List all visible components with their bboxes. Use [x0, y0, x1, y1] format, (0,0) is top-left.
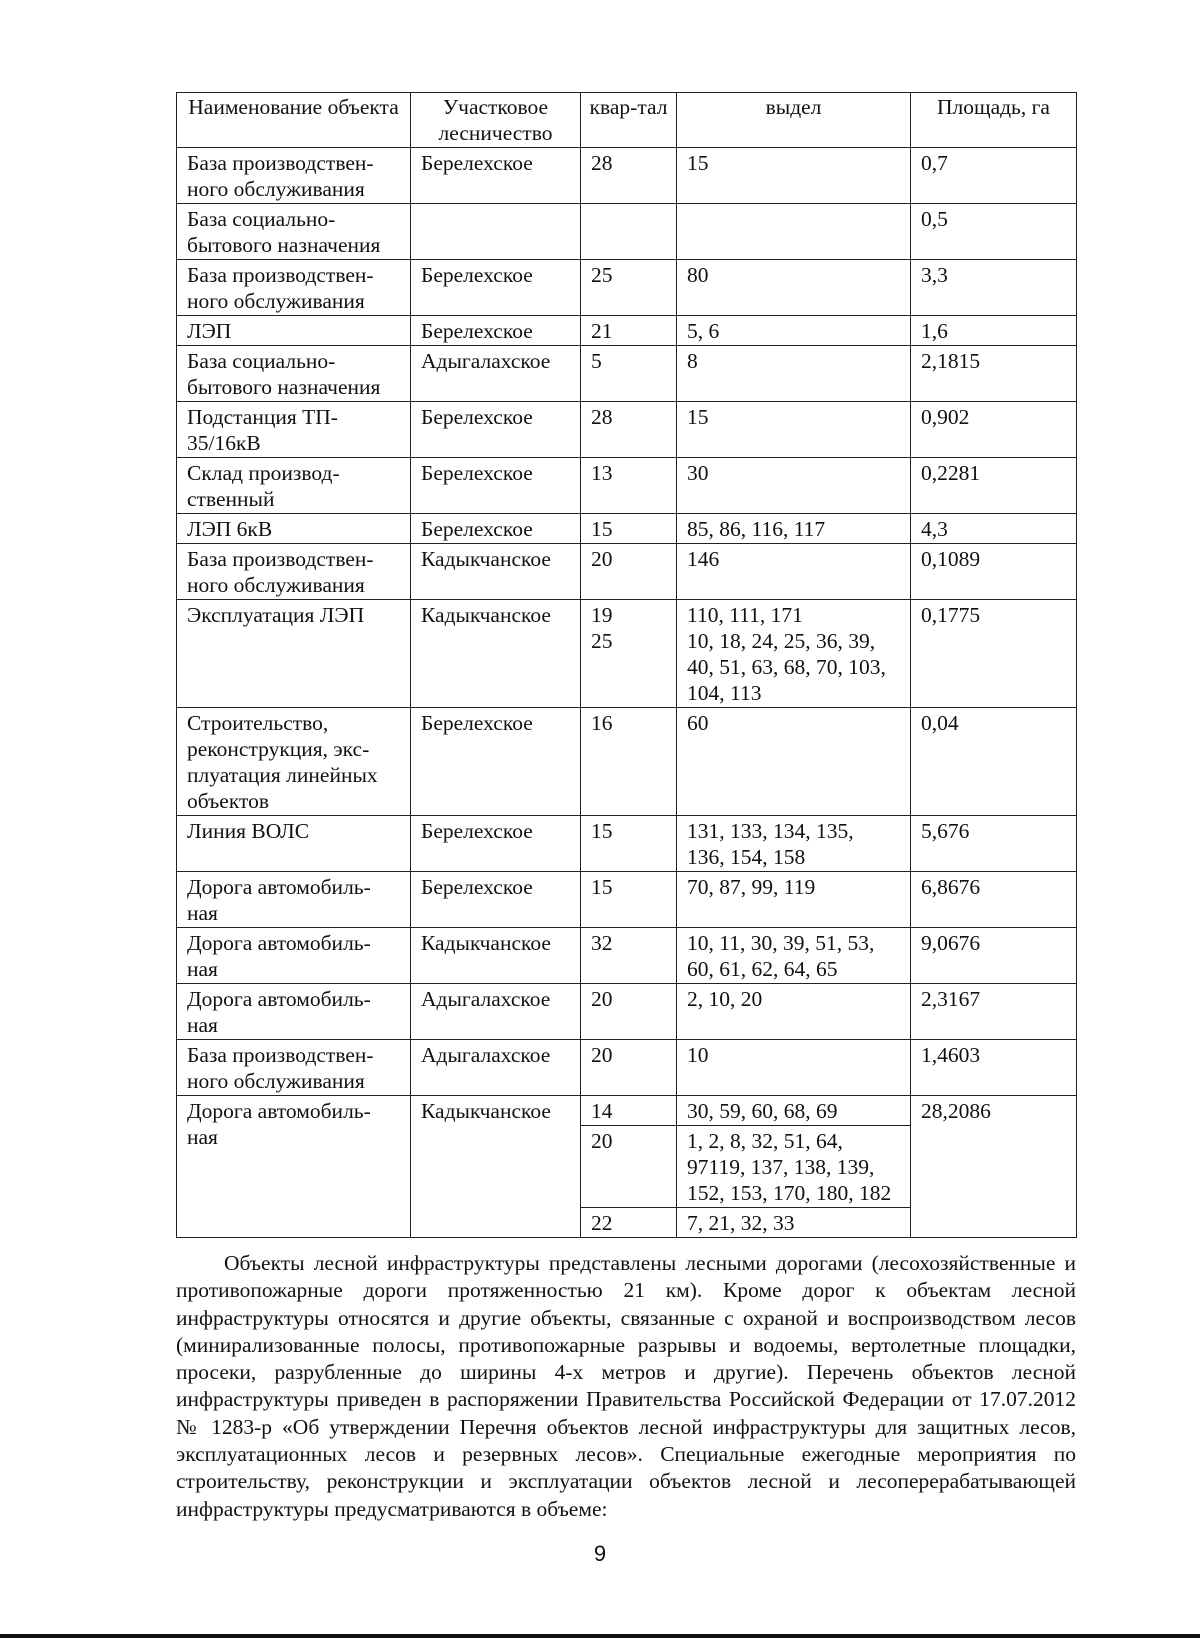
cell-kvartal: 20 [581, 984, 677, 1040]
cell-vydel: 8 [677, 346, 911, 402]
cell-area: 0,7 [911, 148, 1077, 204]
cell-area: 0,2281 [911, 458, 1077, 514]
cell-forestry: Кадыкчанское [411, 544, 581, 600]
cell-kvartal: 15 [581, 872, 677, 928]
cell-kvartal: 13 [581, 458, 677, 514]
cell-kvartal: 15 [581, 514, 677, 544]
cell-kvartal: 28 [581, 402, 677, 458]
cell-kvartal: 22 [581, 1208, 677, 1238]
table-row [177, 316, 1077, 346]
cell-object-name: База производствен- ного обслуживания [177, 260, 411, 316]
cell-object-name: ЛЭП [177, 316, 411, 346]
cell-forestry: Кадыкчанское [411, 928, 581, 984]
cell-area: 2,3167 [911, 984, 1077, 1040]
cell-area: 28,2086 [911, 1096, 1077, 1238]
cell-area: 0,1089 [911, 544, 1077, 600]
cell-area: 3,3 [911, 260, 1077, 316]
cell-forestry: Берелехское [411, 872, 581, 928]
cell-vydel: 5, 6 [677, 316, 911, 346]
cell-area: 9,0676 [911, 928, 1077, 984]
cell-area: 0,04 [911, 708, 1077, 816]
cell-object-name: База производствен- ного обслуживания [177, 544, 411, 600]
cell-area: 5,676 [911, 816, 1077, 872]
cell-kvartal: 14 [581, 1096, 677, 1126]
cell-kvartal: 20 [581, 544, 677, 600]
cell-forestry: Адыгалахское [411, 1040, 581, 1096]
cell-kvartal: 25 [581, 260, 677, 316]
cell-area: 0,902 [911, 402, 1077, 458]
cell-vydel: 70, 87, 99, 119 [677, 872, 911, 928]
table-row [177, 148, 1077, 204]
cell-vydel: 15 [677, 148, 911, 204]
cell-vydel: 15 [677, 402, 911, 458]
cell-vydel: 146 [677, 544, 911, 600]
cell-vydel: 60 [677, 708, 911, 816]
table-row [177, 816, 1077, 872]
table-row [177, 600, 1077, 708]
cell-kvartal: 21 [581, 316, 677, 346]
cell-object-name: Склад производ- ственный [177, 458, 411, 514]
cell-kvartal: 19 25 [581, 600, 677, 708]
table-row [177, 928, 1077, 984]
cell-area: 0,1775 [911, 600, 1077, 708]
header-vydel: выдел [677, 93, 911, 148]
header-area: Площадь, га [911, 93, 1077, 148]
cell-forestry: Берелехское [411, 260, 581, 316]
table-row [177, 514, 1077, 544]
cell-object-name: Линия ВОЛС [177, 816, 411, 872]
cell-forestry [411, 204, 581, 260]
header-kvartal: квар-тал [581, 93, 677, 148]
cell-object-name: ЛЭП 6кВ [177, 514, 411, 544]
cell-forestry: Берелехское [411, 316, 581, 346]
bottom-rule [0, 1634, 1200, 1638]
table-row [177, 1096, 1077, 1126]
cell-forestry: Берелехское [411, 514, 581, 544]
cell-vydel: 7, 21, 32, 33 [677, 1208, 911, 1238]
cell-vydel: 2, 10, 20 [677, 984, 911, 1040]
table-row [177, 544, 1077, 600]
table-row [177, 204, 1077, 260]
cell-forestry: Кадыкчанское [411, 600, 581, 708]
table-row [177, 458, 1077, 514]
cell-object-name: Строительство, реконструкция, экс- плуатация линейных объектов [177, 708, 411, 816]
cell-vydel: 80 [677, 260, 911, 316]
cell-area: 1,4603 [911, 1040, 1077, 1096]
cell-kvartal: 15 [581, 816, 677, 872]
table-header-row [177, 93, 1077, 148]
cell-kvartal: 16 [581, 708, 677, 816]
cell-object-name: Дорога автомобиль- ная [177, 1096, 411, 1238]
table-row [177, 402, 1077, 458]
cell-kvartal: 20 [581, 1040, 677, 1096]
cell-vydel: 10 [677, 1040, 911, 1096]
cell-object-name: Эксплуатация ЛЭП [177, 600, 411, 708]
cell-object-name: База социально- бытового назначения [177, 346, 411, 402]
cell-area: 4,3 [911, 514, 1077, 544]
cell-object-name: База социально- бытового назначения [177, 204, 411, 260]
body-paragraph: Объекты лесной инфраструктуры представлены лесными дорогами (лесохозяйственные и противопожарные дороги протяженностью 21 км). Кроме дорог к объектам лесной инфраструктуры относятся и другие объекты, связанные с охраной и воспроизводством лесов (минирализованные полосы, противопожарные разрывы и водоемы, вертолетные площадки, просеки, разрубленные до ширины 4-х метров и другие). Перечень объектов лесной инфраструктуры приведен в распоряжении Правительства Российской Федерации от 17.07.2012 № 1283-р «Об утверждении Перечня объектов лесной инфраструктуры для защитных лесов, эксплуатационных лесов и резервных лесов». Специальные ежегодные мероприятия по строительству, реконструкции и эксплуатации объектов лесной и лесоперерабатывающей инфраструктуры предусматриваются в объеме: [176, 1251, 1076, 1521]
cell-vydel: 1, 2, 8, 32, 51, 64, 97119, 137, 138, 139, 152, 153, 170, 180, 182 [677, 1126, 911, 1208]
cell-forestry: Берелехское [411, 458, 581, 514]
cell-kvartal: 20 [581, 1126, 677, 1208]
header-forestry: Участковое лесничество [411, 93, 581, 148]
cell-forestry: Адыгалахское [411, 346, 581, 402]
table-row [177, 872, 1077, 928]
cell-kvartal: 32 [581, 928, 677, 984]
cell-object-name: Дорога автомобиль- ная [177, 928, 411, 984]
cell-area: 1,6 [911, 316, 1077, 346]
cell-kvartal: 5 [581, 346, 677, 402]
cell-area: 6,8676 [911, 872, 1077, 928]
cell-forestry: Адыгалахское [411, 984, 581, 1040]
table-row [177, 1040, 1077, 1096]
cell-object-name: Подстанция ТП- 35/16кВ [177, 402, 411, 458]
cell-forestry: Кадыкчанское [411, 1096, 581, 1238]
cell-vydel: 30, 59, 60, 68, 69 [677, 1096, 911, 1126]
cell-object-name: База производствен- ного обслуживания [177, 148, 411, 204]
table-row [177, 984, 1077, 1040]
cell-vydel: 10, 11, 30, 39, 51, 53, 60, 61, 62, 64, 65 [677, 928, 911, 984]
cell-vydel [677, 204, 911, 260]
table-body [177, 148, 1077, 1238]
cell-forestry: Берелехское [411, 148, 581, 204]
cell-object-name: Дорога автомобиль- ная [177, 984, 411, 1040]
table-row [177, 346, 1077, 402]
header-object-name: Наименование объекта [177, 93, 411, 148]
cell-object-name: Дорога автомобиль- ная [177, 872, 411, 928]
cell-object-name: База производствен- ного обслуживания [177, 1040, 411, 1096]
cell-forestry: Берелехское [411, 708, 581, 816]
forest-infrastructure-table [176, 92, 1077, 1238]
page-number: 9 [593, 1541, 607, 1566]
cell-vydel: 110, 111, 171 10, 18, 24, 25, 36, 39, 40, 51, 63, 68, 70, 103, 104, 113 [677, 600, 911, 708]
cell-vydel: 30 [677, 458, 911, 514]
cell-kvartal: 28 [581, 148, 677, 204]
cell-vydel: 85, 86, 116, 117 [677, 514, 911, 544]
cell-area: 0,5 [911, 204, 1077, 260]
table-row [177, 708, 1077, 816]
cell-kvartal [581, 204, 677, 260]
cell-forestry: Берелехское [411, 816, 581, 872]
cell-area: 2,1815 [911, 346, 1077, 402]
cell-vydel: 131, 133, 134, 135, 136, 154, 158 [677, 816, 911, 872]
cell-forestry: Берелехское [411, 402, 581, 458]
table-row [177, 260, 1077, 316]
